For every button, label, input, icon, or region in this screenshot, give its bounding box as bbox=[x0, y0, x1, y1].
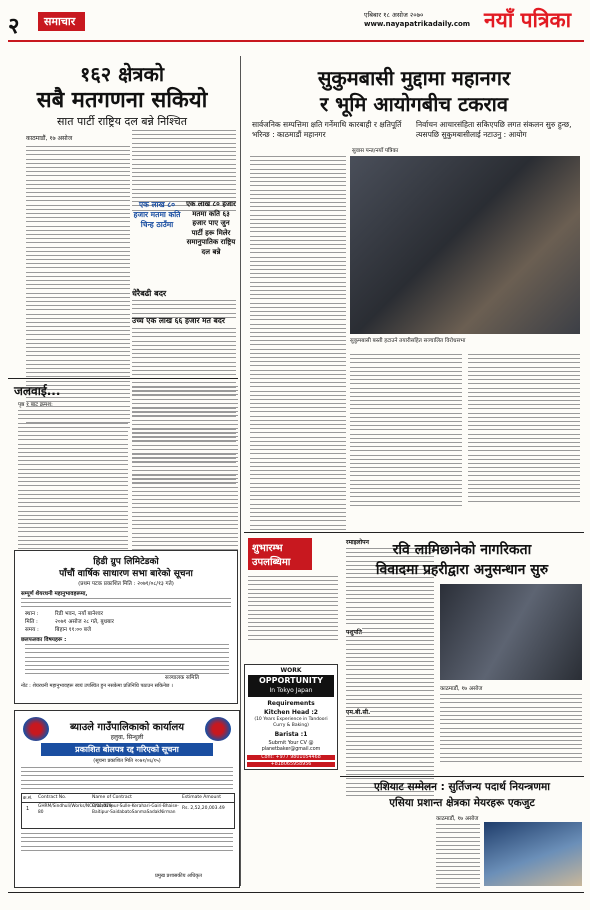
subhead-left: सार्वजनिक सम्पत्तिमा क्षति गर्नेमाथि कारबाही र क्षतिपूर्ति भरिन्छ : काठमाडौं महानगर bbox=[252, 120, 402, 139]
ad-municipality bbox=[14, 710, 240, 888]
story-sukumbasi bbox=[244, 56, 584, 526]
rabi-headline-2: विवादमा प्रहरीद्वारा अनुसन्धान सुरु bbox=[375, 562, 549, 578]
notice-signoff: प्रमुख प्रशासकीय अधिकृत bbox=[155, 873, 202, 879]
ad-footer: नोट : शेयरधनी महानुभावहरू स्वयं उपस्थित हुन नसकेमा प्रतिनिधि पठाउन सकिनेछ । bbox=[21, 683, 173, 689]
story-jaladhari bbox=[8, 382, 238, 542]
td-amount: Rs. 2,52,20,003.49 bbox=[182, 806, 225, 811]
ad-section: सम्पूर्ण शेयरधनी महानुभावहरूमा, bbox=[21, 591, 88, 597]
bulletin-text bbox=[346, 548, 434, 799]
bulletin-items bbox=[346, 536, 436, 886]
asia-photo bbox=[484, 822, 582, 886]
protest-photo bbox=[350, 156, 580, 334]
rabi-body bbox=[440, 694, 582, 765]
td-name: Chandanpur-Sulle-Kerahari-Gairi-Bhaise-Baitipur-SaidabatoSanmaSadakNirman bbox=[92, 804, 179, 815]
body-text-col1 bbox=[18, 410, 128, 557]
ad-row-value-3: बिहान ११:०० बजे bbox=[55, 627, 91, 633]
bulletin-item-3: एम.बी.सी. bbox=[346, 709, 371, 716]
subhead-right: निर्वाचन आचारसंहिता सकिएपछि लगत संकलन सुरु हुन्छ, त्यसपछि सुकुमबासीलाई नटाउनु : आयोग bbox=[416, 120, 572, 139]
ad-row-label-3: समय : bbox=[25, 627, 39, 633]
ad-signoff: सञ्चालक समिति bbox=[165, 675, 200, 681]
ad-japan-job1: Kitchen Head :2 bbox=[264, 709, 318, 716]
bulletin-item-2: पशुपति bbox=[346, 629, 362, 636]
ad-company: हिडी ग्रुप लिमिटेडको bbox=[93, 557, 159, 567]
ad-japan-job2: Barista :1 bbox=[274, 731, 308, 738]
headline-line1: सुकुमबासी मुद्दामा महानगर bbox=[317, 66, 511, 90]
byline: सुवास पन्त/नयाँ पत्रिका bbox=[352, 148, 399, 154]
subhead: सात पार्टी राष्ट्रिय दल बन्ने निश्चित bbox=[56, 115, 188, 128]
td-sn: 1 bbox=[26, 806, 30, 812]
notice-title: प्रकाशित बोलपत्र रद्द गरिएको सूचना bbox=[75, 745, 179, 754]
pullquote-right: एक लाख ८० हजार मतमा कति ६३ हजार पाए जुन पार्टी हरू मिलेर समानुपातिक राष्ट्रिय दल बन्ने bbox=[186, 200, 236, 256]
ad-japan-contact2: +818065958956 bbox=[247, 762, 335, 767]
ad-row-label-1: स्थान : bbox=[25, 611, 39, 617]
subhead-3: उच्च एक लाख ६६ हजार मत बदर bbox=[132, 316, 225, 325]
ad-japan-top: WORK bbox=[280, 667, 302, 674]
ad-japan-email[interactable]: planetbaker@gmail.com bbox=[261, 747, 321, 752]
office-location: हलुवा, सिन्धुली bbox=[110, 734, 144, 741]
notice-table bbox=[21, 793, 235, 829]
byline: काठमाडौं, १७ असोज bbox=[26, 135, 73, 142]
rabi-byline: काठमाडौं, १७ असोज bbox=[440, 686, 483, 692]
asia-body bbox=[436, 824, 480, 891]
th-sn: क्र.सं. bbox=[23, 796, 33, 801]
ad-row-label-2: मिति : bbox=[25, 619, 38, 625]
headline-line2: र भूमि आयोगबीच टकराव bbox=[320, 92, 508, 116]
ad-japan-job1-note: (10 Years Experience in Tandoori Curry & Baking) bbox=[254, 717, 328, 728]
notice-subtitle: (सूचना प्रकाशित मिति २०७१/०६/१५) bbox=[93, 758, 161, 764]
pullquote-left: एक लाख ८० हजार मतमा कति चिन्ह ठाउँमा bbox=[133, 200, 181, 229]
ad-japan-contact: Cont: +977 9801054468 bbox=[247, 755, 335, 760]
bulletin-title2: उपलब्धिमा bbox=[252, 557, 291, 568]
ad-body bbox=[21, 598, 231, 611]
headline-line1: १६२ क्षेत्रको bbox=[79, 62, 165, 86]
office-name: ब्याउले गाउँपालिकाको कार्यालय bbox=[69, 722, 185, 733]
ad-row-value-2: २०७१ असोज २८ गते, बुधबार bbox=[55, 619, 114, 625]
asia-byline: काठमाडौं, १७ असोज bbox=[436, 816, 479, 822]
issue-date: एबिबार १८ असोज २०७० bbox=[364, 11, 424, 19]
ad-row-value-1: रिडी भवन, नयाँ बानेश्वर bbox=[55, 611, 103, 617]
column-bulletin bbox=[244, 536, 342, 636]
bulletin-title1: शुभारम्भ bbox=[252, 543, 283, 554]
body-text-col2 bbox=[350, 354, 462, 509]
ad-japan-req: Requirements bbox=[267, 700, 315, 707]
bulletin-item-1: रमाइलोपन bbox=[346, 539, 369, 546]
masthead bbox=[8, 6, 584, 46]
notice-body bbox=[21, 767, 233, 792]
ad-japan-title1: OPPORTUNITY bbox=[258, 676, 323, 685]
asia-headline-2: एसिया प्रशान्त क्षेत्रका मेयरहरू एकजुट bbox=[389, 797, 535, 809]
th-amount: Estimate Amount bbox=[182, 795, 221, 800]
continued-note: पृष्ठ १ बाट क्रमश: bbox=[18, 402, 53, 408]
body-text-col2 bbox=[132, 386, 238, 554]
notice-body-2 bbox=[21, 833, 233, 854]
photo-caption: सुकुमबासी बस्ती हटाउने तयारीसहित सञ्चालित विरोधसभा bbox=[350, 338, 466, 344]
website: www.nayapatrikadaily.com bbox=[364, 20, 471, 28]
td-contract: GHRM/Sindhuli/Works/NCB/01/079-80 bbox=[38, 804, 114, 815]
page-number: २ bbox=[8, 13, 20, 39]
asia-headline-1: एशियाट सम्मेलन : सुर्तिजन्य पदार्थ नियन्त्रणमा bbox=[374, 781, 550, 793]
body-text-col3 bbox=[468, 354, 580, 505]
ad-title: पाँचौं वार्षिक साधारण सभा बारेको सूचना bbox=[59, 569, 193, 579]
ad-subtitle: (प्रथम पटक प्रकाशित मिति : २०७१/०८/१३ गते) bbox=[78, 581, 174, 587]
subhead-2: धेरैबढी बदर bbox=[132, 289, 167, 298]
th-name: Name of Contract bbox=[92, 795, 132, 800]
ad-japan bbox=[244, 664, 338, 770]
headline: जलवाई... bbox=[14, 384, 61, 398]
section-tag: समाचार bbox=[38, 12, 85, 31]
rabi-photo bbox=[440, 584, 582, 680]
bulletin-body bbox=[248, 576, 338, 643]
body-text-col1 bbox=[250, 156, 346, 533]
rabi-headline-1: रवि लामिछानेको नागरिकता bbox=[392, 542, 532, 558]
headline-line2: सबै मतगणना सकियो bbox=[36, 88, 208, 113]
ad-japan-cta: Submit Your CV @ bbox=[268, 740, 314, 746]
ad-agenda-title: छलफलका विषयहरू : bbox=[21, 637, 67, 643]
paper-logo: नयाँ पत्रिका bbox=[484, 8, 572, 32]
ad-hydro bbox=[14, 550, 238, 704]
ad-japan-title2: In Tokyo Japan bbox=[269, 687, 313, 694]
th-contract: Contract No. bbox=[38, 795, 67, 800]
